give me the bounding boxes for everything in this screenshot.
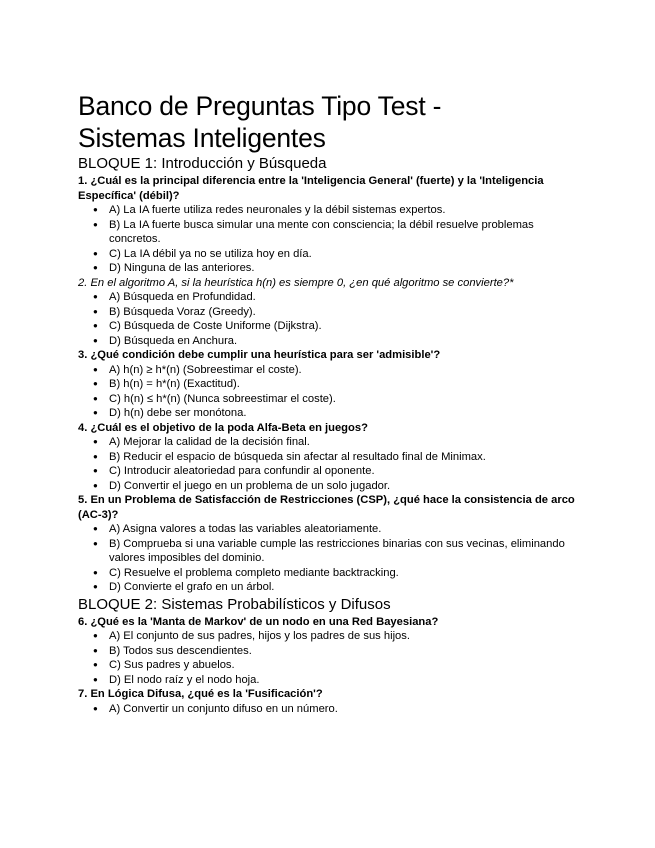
option: ● B) h(n) = h*(n) (Exactitud). [109, 377, 585, 392]
option: ● B) Reducir el espacio de búsqueda sin afectar al resultado final de Minimax. [109, 450, 585, 465]
option: ● D) h(n) debe ser monótona. [109, 406, 585, 421]
page-title [78, 90, 585, 154]
section-heading-2: BLOQUE 2: Sistemas Probabilísticos y Difusos [78, 595, 391, 613]
question-3: 3. ¿Qué condición debe cumplir una heurística para ser 'admisible'? [78, 349, 441, 361]
question-7: 7. En Lógica Difusa, ¿qué es la 'Fusificación'? [78, 688, 323, 700]
question-1: 1. ¿Cuál es la principal diferencia entre la 'Inteligencia General' (fuerte) y la 'Inteligencia Específica' (débil)? [78, 175, 544, 202]
title-line-2: Sistemas Inteligentes [78, 123, 326, 153]
question-2: 2. En el algoritmo A, si la heurística h(n) es siempre 0, ¿en qué algoritmo se convierte?* [78, 276, 514, 289]
option: ● D) Convertir el juego en un problema de un solo jugador. [109, 479, 585, 494]
option: ● A) El conjunto de sus padres, hijos y los padres de sus hijos. [109, 629, 585, 644]
question-6: 6. ¿Qué es la 'Manta de Markov' de un nodo en una Red Bayesiana? [78, 615, 439, 628]
option: ● A) Asigna valores a todas las variables aleatoriamente. [109, 522, 585, 537]
options-list-1 [78, 203, 585, 276]
option: ● C) h(n) ≤ h*(n) (Nunca sobreestimar el coste). [109, 392, 585, 407]
option: ● A) Mejorar la calidad de la decisión final. [109, 435, 585, 450]
option: ● A) La IA fuerte utiliza redes neuronales y la débil sistemas expertos. [109, 203, 585, 218]
option: ● D) El nodo raíz y el nodo hoja. [109, 673, 585, 688]
option: ● C) La IA débil ya no se utiliza hoy en día. [109, 247, 585, 262]
option: ● A) Búsqueda en Profundidad. [109, 290, 585, 305]
option: ● D) Búsqueda en Anchura. [109, 334, 585, 349]
option: ● A) Convertir un conjunto difuso en un número. [109, 702, 585, 717]
title-line-1: Banco de Preguntas Tipo Test - [78, 91, 442, 121]
options-list-7 [78, 702, 585, 717]
option: ● C) Introducir aleatoriedad para confundir al oponente. [109, 464, 585, 479]
option: ● C) Búsqueda de Coste Uniforme (Dijkstra). [109, 319, 585, 334]
option: ● B) Comprueba si una variable cumple las restricciones binarias con sus vecinas, eliminando valores imposibles del dominio. [109, 537, 585, 566]
option: ● C) Resuelve el problema completo mediante backtracking. [109, 566, 585, 581]
options-list-4 [78, 435, 585, 493]
options-list-5 [78, 522, 585, 595]
option: ● D) Ninguna de las anteriores. [109, 261, 585, 276]
option: ● D) Convierte el grafo en un árbol. [109, 580, 585, 595]
option: ● B) La IA fuerte busca simular una mente con consciencia; la débil resuelve problemas concretos. [109, 218, 585, 247]
option: ● C) Sus padres y abuelos. [109, 658, 585, 673]
options-list-3 [78, 363, 585, 421]
option: ● B) Todos sus descendientes. [109, 644, 585, 659]
section-heading-1: BLOQUE 1: Introducción y Búsqueda [78, 155, 327, 172]
option: ● A) h(n) ≥ h*(n) (Sobreestimar el coste). [109, 363, 585, 378]
question-4: 4. ¿Cuál es el objetivo de la poda Alfa-Beta en juegos? [78, 421, 368, 434]
question-5: 5. En un Problema de Satisfacción de Restricciones (CSP), ¿qué hace la consistencia de arco (AC-3)? [78, 494, 575, 521]
options-list-2 [78, 290, 585, 348]
options-list-6 [78, 629, 585, 687]
option: ● B) Búsqueda Voraz (Greedy). [109, 305, 585, 320]
